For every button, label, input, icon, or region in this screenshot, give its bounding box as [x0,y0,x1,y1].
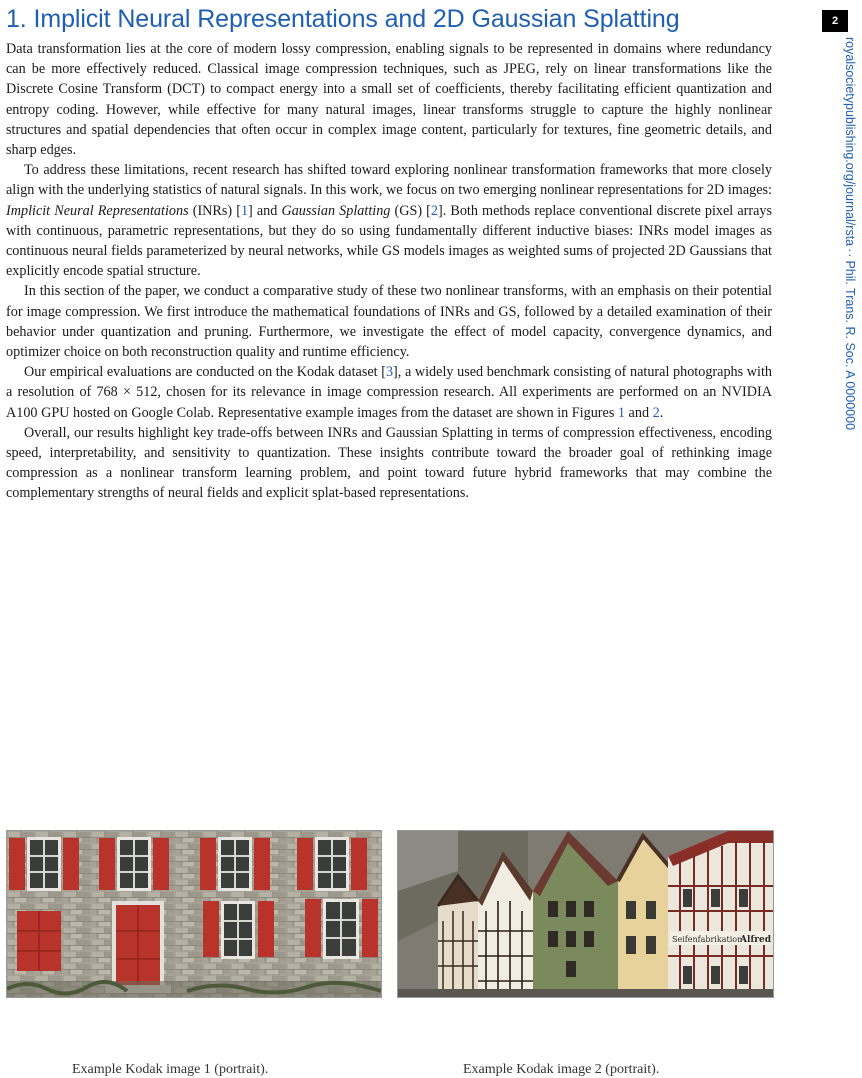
paragraph-2: To address these limitations, recent research has shifted toward exploring nonlinear transformation frameworks that more closely align with the underlying statistics of natural signals. In this work, we focus on two emerging nonlinear representations for 2D images: Implicit Neural Representations (INRs) [1] and Gaussian Splatting (GS) [2]. Both methods replace conventional discrete pixel arrays with continuous, parametric representations, but they do so using fundamentally different inductive biases: INRs model images as continuous neural fields parameterized by neural networks, while GS models images as weighted sums of projected 2D Gaussians that explicitly encode spatial structure. [6,162,772,280]
running-head-url[interactable]: royalsocietypublishing.org/journal/rsta [843,37,857,247]
running-head-journal: Phil. Trans. R. Soc. A 0000000 [843,260,857,431]
figure-link-2[interactable]: 2 [652,404,660,421]
sign-right: Alfred [740,935,772,945]
page-number: 2 [822,10,848,32]
upper-window-2 [99,837,169,891]
body-text [6,39,772,504]
house-5-timbered [668,831,773,997]
lower-window-2 [203,901,274,959]
paragraph-5: Overall, our results highlight key trade-offs between INRs and Gaussian Splatting in terms of compression effectiveness, encoding speed, interpretability, and sensitivity to quantization. These insights contribute toward the broader goal of rethinking image compression as a nonlinear transform learning problem, and point toward future hybrid frameworks that may combine the complementary strengths of neural fields and explicit splat-based representations. [6,424,772,502]
lower-window-3 [305,899,378,959]
lower-left-window [17,911,61,971]
figure-link-1[interactable]: 1 [617,404,625,421]
citation-link-1[interactable]: 1 [240,202,249,219]
paragraph-1: Data transformation lies at the core of modern lossy compression, enabling signals to be represented in domains where redundancy can be more effectively reduced. Classical image compression techniques, such as JPEG, rely on linear transformations like the Discrete Cosine Transform (DCT) to compact energy into a small set of coefficients, thereby facilitating efficient quantization and entropy coding. However, while effective for many natural images, linear transforms struggle to capture the highly nonlinear structures and spatial dependencies that often occur in complex image content, particularly for textures, fine geometric details, and sharp edges. [6,41,772,159]
upper-window-1 [9,837,79,891]
figure-2-image [397,830,774,998]
figure-2-caption: Example Kodak image 2 (portrait). [463,1062,660,1077]
term-gs: Gaussian Splatting [281,202,391,219]
running-head [840,38,860,598]
figure-1-caption: Example Kodak image 1 (portrait). [72,1062,269,1077]
sign-left: Seifenfabrikation [672,935,743,944]
term-inr: Implicit Neural Representations [6,202,189,219]
red-door [105,901,171,993]
upper-window-4 [297,837,367,891]
paragraph-4: Our empirical evaluations are conducted on the Kodak dataset [3], a widely used benchmark consisting of natural photographs with a resolution of 768 × 512, chosen for its relevance in image compression research. All experiments are performed on an NVIDIA A100 GPU hosted on Google Colab. Representative example images from the dataset are shown in Figures 1 and 2. [6,364,772,421]
figure-1-image [6,830,382,998]
running-head-separator: ·· [843,248,857,259]
paragraph-3: In this section of the paper, we conduct a comparative study of these two nonlinear transforms, with an emphasis on their potential for image compression. We first introduce the mathematical foundations of INRs and GS, followed by a detailed examination of their behavior under quantization and pruning. Furthermore, we investigate the effect of model capacity, convergence dynamics, and optimizer choice on both reconstruction quality and runtime efficiency. [6,283,772,361]
citation-link-2[interactable]: 2 [430,202,438,219]
upper-window-3 [200,837,270,891]
section-title: 1. Implicit Neural Representations and 2D Gaussian Splatting [6,5,680,33]
citation-link-3[interactable]: 3 [385,364,394,381]
